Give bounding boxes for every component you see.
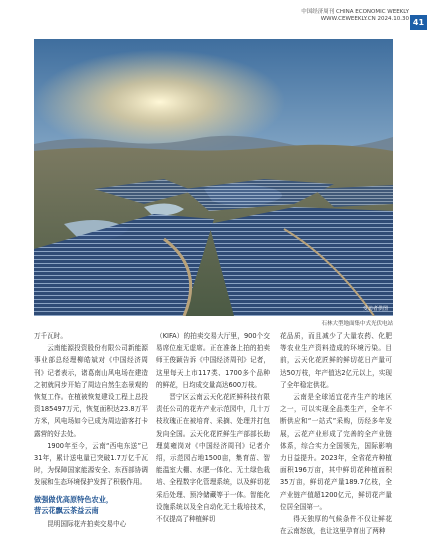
paragraph: 昆明国际花卉拍卖交易中心 (47, 519, 127, 528)
page-header (301, 7, 409, 22)
paragraph: 万千瓦时。 (34, 332, 67, 340)
article-column-1 (34, 330, 148, 530)
paragraph: 得天独厚的气候条件不仅让鲜花在云南怒放，也让这里孕育出了两种 (280, 515, 392, 536)
solar-plant-photo (34, 39, 393, 316)
paragraph: 1900年至今，云南“西电东送”已31年，累计送电量已突破1.7万亿千瓦时，为保障国家能源安全、东西部协调发展和生态环境保护发挥了积极作用。 (34, 441, 148, 487)
article-column-3 (280, 330, 392, 537)
aerial-landscape-image (34, 39, 393, 316)
photo-credit: 受访者供图 (362, 306, 388, 312)
page-number: 41 (410, 15, 427, 30)
paragraph: 花品质，而且减少了大量农药、化肥等农业生产资料造成的环境污染。目前，云天化花匠鲜的鲜切花日产量可达50万枝，年产值达2亿元以上，实现了全年稳定供花。 (280, 332, 392, 389)
paragraph: 云南能源投资股份有限公司新能源事业部总经理柳皓斌对《中国经济周刊》记者表示，诸葛南山风电场在建造之初就同步开始了周边自然生态景观的恢复工作。在植被恢复建设工程上总投资185497万元，恢复面积达23.8万平方米，风电场如今已成为周边游客打卡露营的好去处。 (34, 344, 148, 438)
paragraph: （KIFA）的拍卖交易大厅里，900个交易席位座无虚席。正在准备上拍的拍卖师王俊颖告诉《中国经济周刊》记者，这里每天上市117类、1700多个品种的鲜花，日均成交量高达600万枝。 (156, 332, 270, 389)
issue-info: WWW.CEWEEKLY.CN 2024.10.30 (320, 16, 409, 22)
section-subheading (34, 494, 148, 516)
subheading-line-2: 营云花飘云茶益云南 (34, 505, 99, 515)
photo-caption: 石林大型地面集中式光伏电站 (321, 321, 393, 327)
article-column-2 (156, 330, 270, 525)
subheading-line-1: 做强做优高原特色农业， (34, 494, 114, 504)
paragraph: 云南是全球适宜花卉生产的地区之一，可以实现全品类生产，全年不断供应和“一站式”采购，历经多年发展，云花产业形成了完善的全产业链体系，综合实力全国领先，国际影响力日益提升。2023年，全省花卉种植面积196万亩，其中鲜切花种植面积35万亩，鲜切花产量189.7亿枝，全产业链产值超1200亿元，鲜切花产量位居全国第一。 (280, 393, 392, 511)
magazine-name: 中国经济周刊 CHINA ECONOMIC WEEKLY (301, 9, 409, 15)
paragraph: 晋宁区云南云天化花匠鲜科技有限责任公司的花卉产业示范园中，几十万枝玫瑰正在被培育、采摘、处理并打包发向全国。云天化花匠鲜生产部部长助理莫雍岗对《中国经济周刊》记者介绍，示范园占地1500亩，集育苗、智能温室大棚、水肥一体化、无土绿色栽培、全程数字化管理系统，以及鲜切花采后处理、预冷储藏等于一体。智能化设施系统以及全自动化无土栽培技术，不仅提高了种植鲜切 (156, 393, 270, 524)
